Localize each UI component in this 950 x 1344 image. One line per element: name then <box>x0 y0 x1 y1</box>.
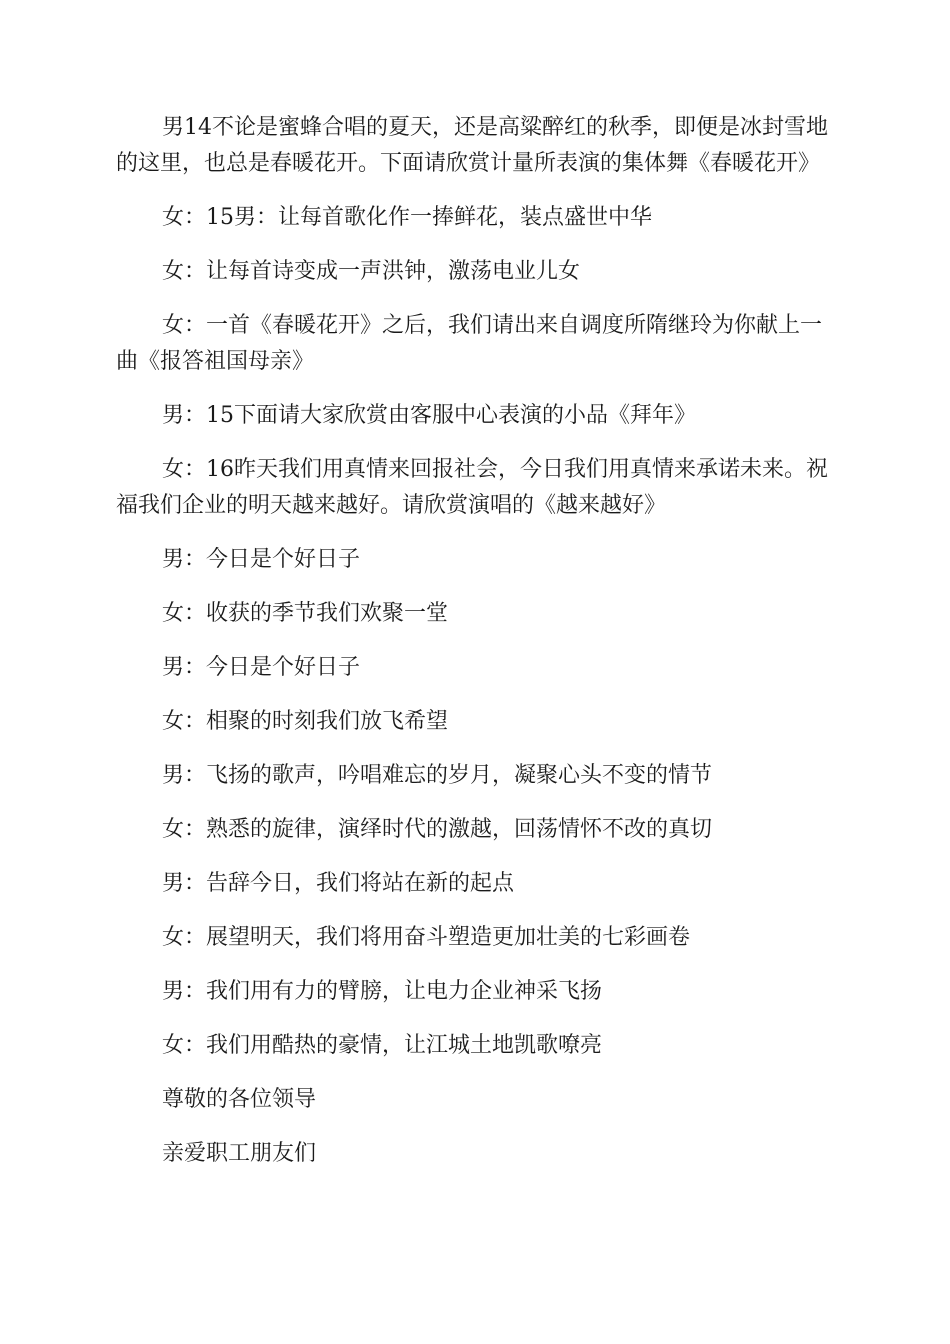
paragraph-14: 女：展望明天，我们将用奋斗塑造更加壮美的七彩画卷 <box>162 925 691 950</box>
paragraph-11: 男：飞扬的歌声，吟唱难忘的岁月，凝聚心头不变的情节 <box>162 763 713 788</box>
paragraph-9: 男：今日是个好日子 <box>162 655 361 680</box>
paragraph-16: 女：我们用酷热的豪情，让江城土地凯歌嘹亮 <box>162 1033 603 1058</box>
paragraph-12: 女：熟悉的旋律，演绎时代的激越，回荡情怀不改的真切 <box>162 817 713 842</box>
document-body <box>116 110 838 1190</box>
paragraph-8: 女：收获的季节我们欢聚一堂 <box>162 601 449 626</box>
paragraph-6: 女：16昨天我们用真情来回报社会，今日我们用真情来承诺未来。祝福我们企业的明天越来越好。请欣赏演唱的《越来越好》 <box>116 457 828 518</box>
paragraph-5: 男：15下面请大家欣赏由客服中心表演的小品《拜年》 <box>162 403 696 428</box>
paragraph-2: 女：15男：让每首歌化作一捧鲜花，装点盛世中华 <box>162 205 652 230</box>
paragraph-10: 女：相聚的时刻我们放飞希望 <box>162 709 449 734</box>
paragraph-17: 尊敬的各位领导 <box>162 1087 317 1112</box>
paragraph-4: 女：一首《春暖花开》之后，我们请出来自调度所隋继玲为你献上一曲《报答祖国母亲》 <box>116 313 823 374</box>
paragraph-7: 男：今日是个好日子 <box>162 547 361 572</box>
paragraph-18: 亲爱职工朋友们 <box>162 1141 317 1166</box>
paragraph-13: 男：告辞今日，我们将站在新的起点 <box>162 871 515 896</box>
paragraph-15: 男：我们用有力的臂膀，让电力企业神采飞扬 <box>162 979 603 1004</box>
paragraph-1: 男14不论是蜜蜂合唱的夏天，还是高粱醉红的秋季，即便是冰封雪地的这里，也总是春暖花开。下面请欣赏计量所表演的集体舞《春暖花开》 <box>116 115 828 176</box>
paragraph-3: 女：让每首诗变成一声洪钟，激荡电业儿女 <box>162 259 581 284</box>
